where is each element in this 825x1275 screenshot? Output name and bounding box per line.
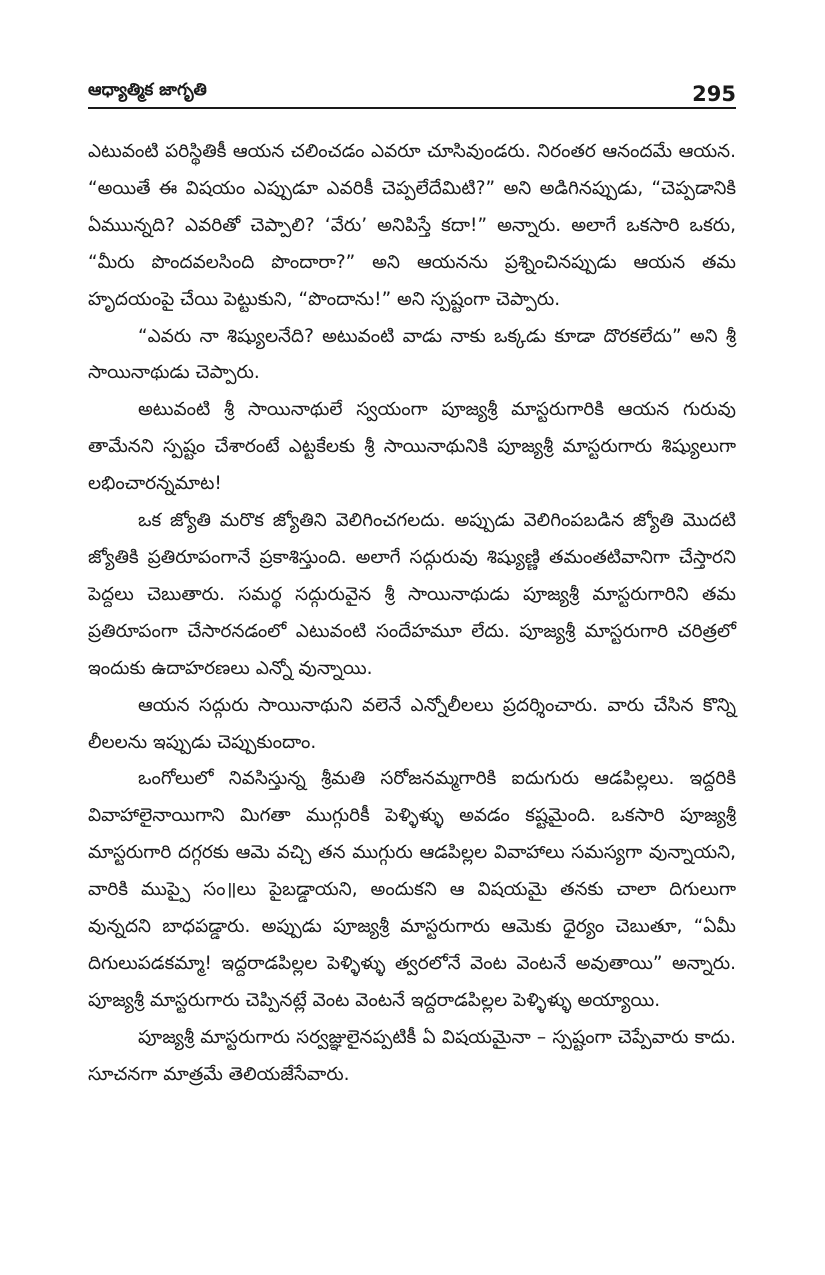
paragraph: ఒంగోలులో నివసిస్తున్న శ్రీమతి సరోజనమ్మగారికి ఐదుగురు ఆడపిల్లలు. ఇద్దరికి వివాహాలైనాయిగాని మిగతా ముగ్గురికీ పెళ్ళిళ్ళు అవడం కష్టమైంది. ఒకసారి పూజ్యశ్రీ మాస్టరుగారి దగ్గరకు ఆమె వచ్చి తన ముగ్గురు ఆడపిల్లల వివాహాలు సమస్యగా వున్నాయని, వారికి ముప్పై సం॥లు పైబడ్డాయని, అందుకని ఆ విషయమై తనకు చాలా దిగులుగా వున్నదని బాధపడ్డారు. అప్పుడు పూజ్యశ్రీ మాస్టరుగారు ఆమెకు ధైర్యం చెబుతూ, “ఏమీ దిగులుపడకమ్మా! ఇద్దరాడపిల్లల పెళ్ళిళ్ళు త్వరలోనే వెంట వెంటనే అవుతాయి” అన్నారు. పూజ్యశ్రీ మాస్టరుగారు చెప్పినట్లే వెంట వెంటనే ఇద్దరాడపిల్లల పెళ్ళిళ్ళు అయ్యాయి.	[88, 768, 736, 1011]
paragraph: ఒక జ్యోతి మరొక జ్యోతిని వెలిగించగలదు. అప్పుడు వెలిగింపబడిన జ్యోతి మొదటి జ్యోతికి ప్రతిరూపంగానే ప్రకాశిస్తుంది. అలాగే సద్గురువు శిష్యుణ్ణి తమంతటివానిగా చేస్తారని పెద్దలు చెబుతారు. సమర్థ సద్గురువైన శ్రీ సాయినాథుడు పూజ్యశ్రీ మాస్టరుగారిని తమ ప్రతిరూపంగా చేసారనడంలో ఎటువంటి సందేహమూ లేదు. పూజ్యశ్రీ మాస్టరుగారి చరిత్రలో ఇందుకు ఉదాహరణలు ఎన్నో వున్నాయి.	[88, 510, 736, 679]
body-text	[88, 134, 736, 1094]
paragraph: “ఎవరు నా శిష్యులనేది? అటువంటి వాడు నాకు ఒక్కడు కూడా దొరకలేదు” అని శ్రీ సాయినాథుడు చెప్పారు.	[88, 325, 736, 384]
running-title: ఆధ్యాత్మిక జాగృతి	[88, 80, 207, 100]
paragraph: ఎటువంటి పరిస్థితికీ ఆయన చలించడం ఎవరూ చూసివుండరు. నిరంతర ఆనందమే ఆయన. “అయితే ఈ విషయం ఎప్పుడూ ఎవరికీ చెప్పలేదేమిటి?” అని అడిగినప్పుడు, “చెప్పడానికి ఏముున్నది? ఎవరితో చెప్పాలి? ‘వేరు’ అనిపిస్తే కదా!” అన్నారు. అలాగే ఒకసారి ఒకరు, “మీరు పొందవలసింది పొందారా?” అని ఆయనను ప్రశ్నించినప్పుడు ఆయన తమ హృదయంపై చేయి పెట్టుకుని, “పొందాను!” అని స్పష్టంగా చెప్పారు.	[88, 141, 736, 310]
paragraph: ఆయన సద్గురు సాయినాథుని వలెనే ఎన్నోలీలలు ప్రదర్శించారు. వారు చేసిన కొన్ని లీలలను ఇప్పుడు చెప్పుకుందాం.	[88, 694, 736, 753]
page-header	[88, 78, 736, 108]
header-divider	[88, 107, 736, 109]
page-number: 295	[692, 82, 736, 106]
paragraph: పూజ్యశ్రీ మాస్టరుగారు సర్వజ్ఞులైనప్పటికీ ఏ విషయమైనా – స్పష్టంగా చెప్పేవారు కాదు. సూచనగా మాత్రమే తెలియజేసేవారు.	[88, 1026, 736, 1085]
paragraph: అటువంటి శ్రీ సాయినాథులే స్వయంగా పూజ్యశ్రీ మాస్టరుగారికి ఆయన గురువు తామేనని స్పష్టం చేశారంటే ఎట్టకేలకు శ్రీ సాయినాథునికి పూజ్యశ్రీ మాస్టరుగారు శిష్యులుగా లభించారన్నమాట!	[88, 399, 736, 495]
